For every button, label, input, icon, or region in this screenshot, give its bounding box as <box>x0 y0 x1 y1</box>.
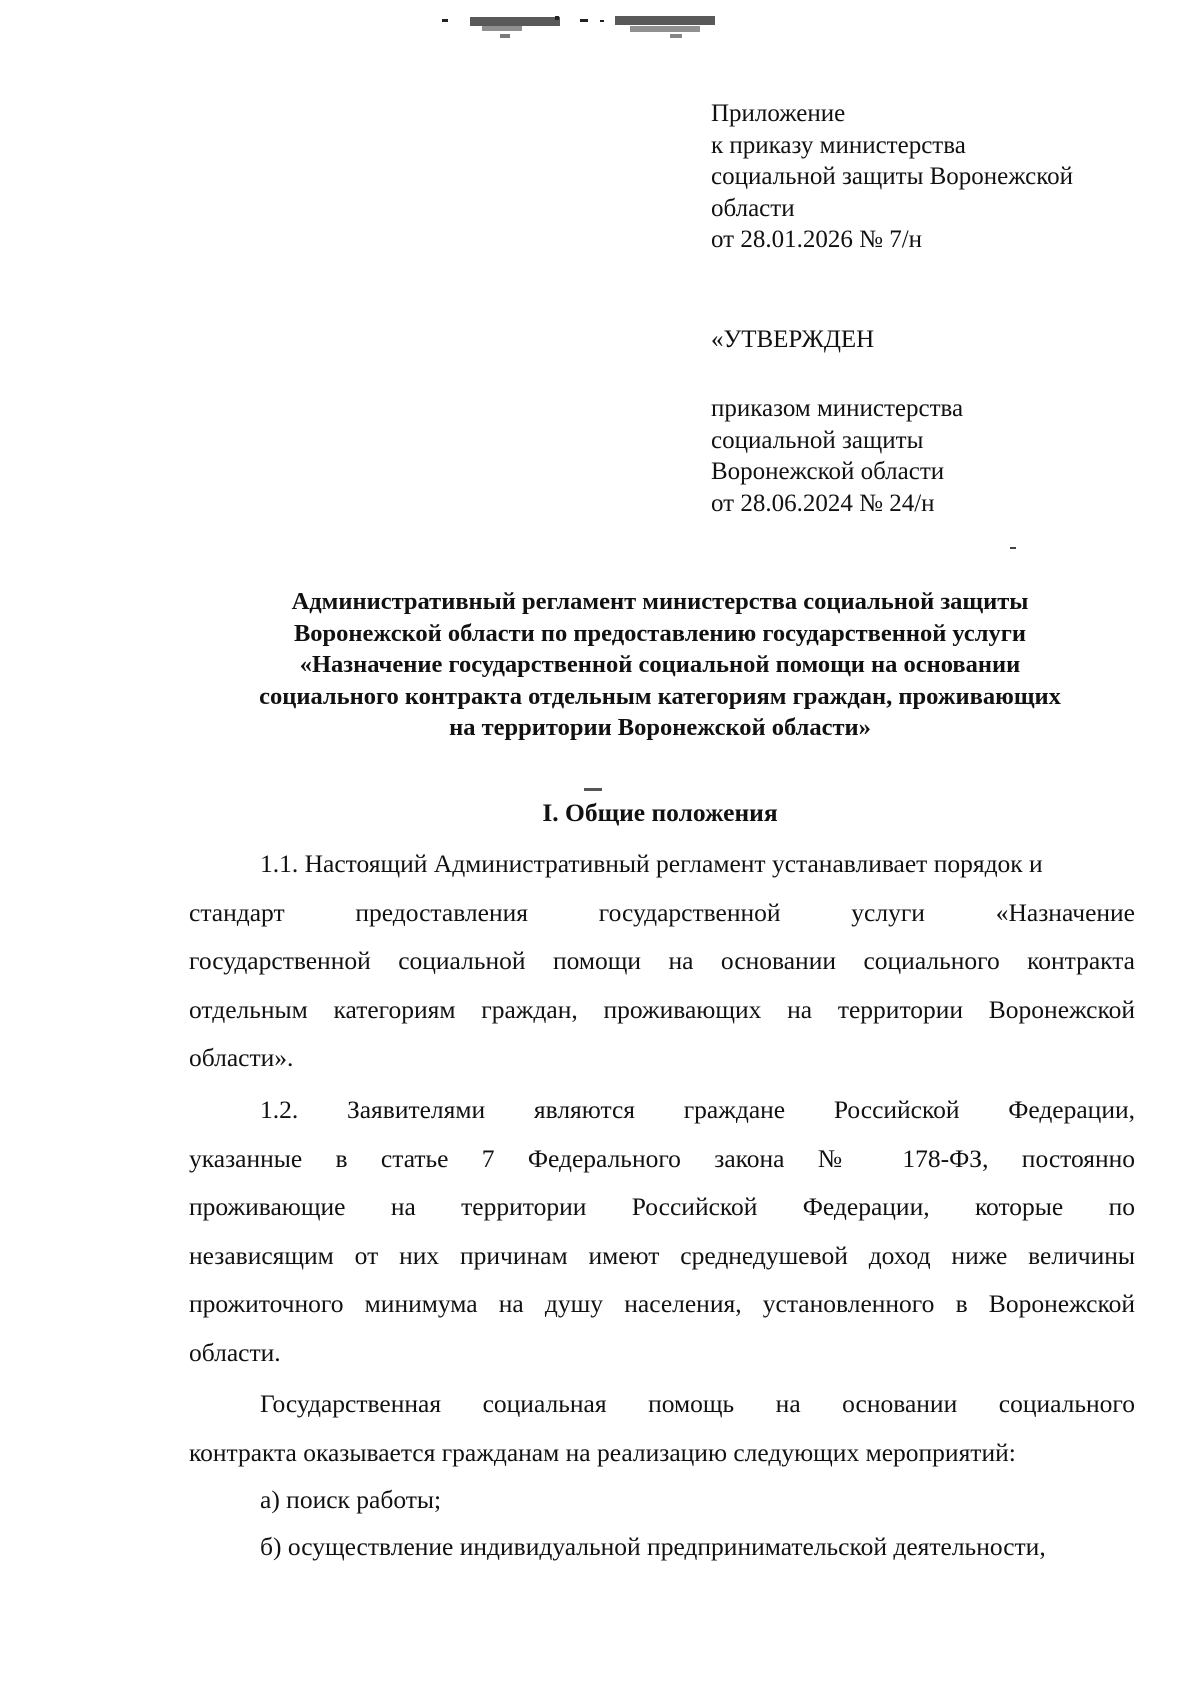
scan-speck <box>584 788 602 791</box>
approval-line: приказом министерства <box>711 395 964 422</box>
paragraph-line: стандарт предоставления государственной услуги «Назначение <box>189 897 1135 927</box>
title-line: «Назначение государственной социальной помощи на основании <box>299 651 1021 678</box>
paragraph-line: проживающие на территории Российской Федерации, которые по <box>189 1192 1135 1221</box>
paragraph-assistance <box>189 1380 1135 1477</box>
document-title <box>160 586 1160 744</box>
scan-speck <box>1010 547 1016 549</box>
title-line: на территории Воронежской области» <box>449 714 871 741</box>
paragraph-line: отдельным категориям граждан, проживающих на территории Воронежской <box>189 994 1135 1024</box>
paragraph-line: 1.1. Настоящий Административный регламент устанавливает порядок и <box>260 849 1043 878</box>
appendix-line: к приказу министерства <box>711 131 966 159</box>
paragraph-line: прожиточного минимума на душу населения, установленного в Воронежской <box>189 1289 1135 1318</box>
paragraph-1-2 <box>189 1086 1135 1377</box>
paragraph-line: области». <box>189 1043 294 1072</box>
paragraph-line: области. <box>189 1337 281 1367</box>
approval-reference <box>711 393 1181 519</box>
paragraph-line: Государственная социальная помощь на основании социального <box>260 1389 1135 1418</box>
appendix-line: социальной защиты Воронежской <box>711 163 1073 190</box>
paragraph-line: указанные в статье 7 Федерального закона № 178-ФЗ, постоянно <box>189 1143 1135 1173</box>
list-item-a: а) поиск работы; <box>260 1485 442 1514</box>
paragraph-line: 1.2. Заявителями являются граждане Российской Федерации, <box>260 1095 1135 1124</box>
title-line: социального контракта отдельным категориям граждан, проживающих <box>259 682 1061 710</box>
approval-line: социальной защиты <box>711 426 924 454</box>
paragraph-line: государственной социальной помощи на основании социального контракта <box>189 946 1135 975</box>
approval-heading: «УТВЕРЖДЕН <box>711 326 875 353</box>
title-line: Административный регламент министерства социальной защиты <box>291 588 1029 615</box>
list-item-b: б) осуществление индивидуальной предпринимательской деятельности, <box>260 1532 1046 1561</box>
approval-date-line: от 28.06.2024 № 24/н <box>711 489 935 517</box>
section-heading: I. Общие положения <box>542 798 778 827</box>
title-line: Воронежской области по предоставлению государственной услуги <box>293 619 1027 647</box>
paragraph-1-1 <box>189 840 1135 1083</box>
appendix-line: Приложение <box>711 100 846 127</box>
paragraph-line: контракта оказывается гражданам на реализацию следующих мероприятий: <box>189 1437 1016 1467</box>
appendix-line: области <box>711 194 795 222</box>
paragraph-line: независящим от них причинам имеют среднедушевой доход ниже величины <box>189 1240 1135 1270</box>
approval-line: Воронежской области <box>711 458 945 485</box>
scan-artifact <box>440 10 730 50</box>
appendix-date-line: от 28.01.2026 № 7/н <box>711 226 923 253</box>
appendix-reference <box>711 98 1181 256</box>
